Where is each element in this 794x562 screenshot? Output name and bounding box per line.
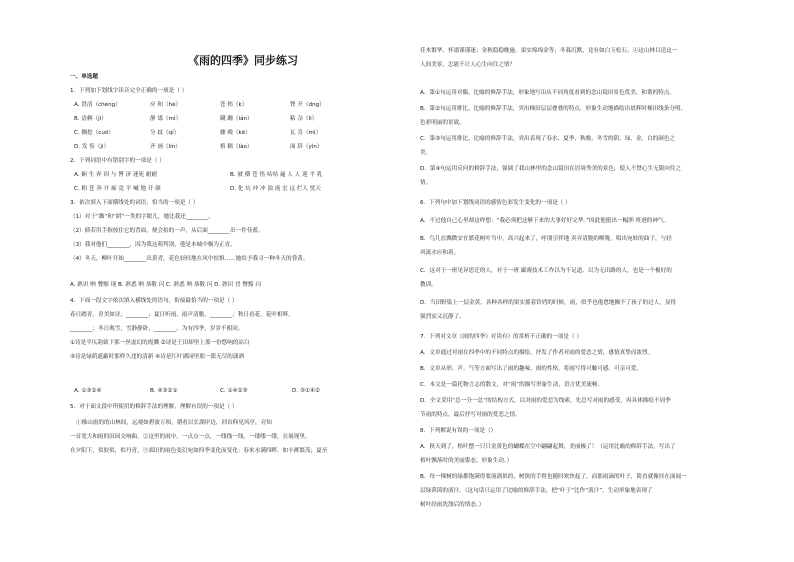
q4-option: A. ①③②④ — [74, 388, 102, 394]
q7-stem: 7．下列对文章《雨的四季》对读有》的赏析不正确的一项是（ ） — [420, 334, 582, 340]
q7-option: C．本文是一篇托物言志的散文，对“雨”的描写形象生动，语言优美流畅。 — [420, 382, 604, 388]
q6-option: 强烈而又沉静了。 — [420, 314, 465, 320]
q1-cell: 应 和（hè） — [150, 102, 182, 108]
q5-passage-line: ①像山雨的的山林间，远观如碧波万顷，朝看以长湖岸边，回首仰见风亭，旁知 — [76, 420, 272, 426]
q5-stem: 5．对于面文段中所使用的修辞手法的理解，理解有误的一项是（ ） — [70, 404, 238, 410]
q1-cell: 齐 画（lín） — [150, 144, 181, 150]
q5-option: 美。 — [420, 150, 432, 156]
q4-choice: ①诗是平仄韵致下那一丝虚幻的霞溅 ②诗是王田却里上那一份悠响的凉白 — [70, 340, 250, 346]
q3-line: （3）我对他们________，因为我这萌判别，他是本城中极为正直。 — [70, 242, 236, 248]
q5-passage-line: 在夕阳下，似胶似，似丹青。③郊田的雨色变幻宛如四季变化而变化：春来水满四畔，如丰裤繁茂；夏至 — [70, 448, 328, 454]
q1-cell: 粘 杂（lì） — [290, 116, 318, 122]
q4-option: D. ③①④② — [292, 388, 320, 394]
q1-cell: 苍 梧（k） — [220, 102, 248, 108]
q8-option: A．秋天到了，梧叶摆一只只金黄色的蝴蝶在空中翩翩起舞，美丽极了！（运用比喻的修辞手法，写出了 — [420, 444, 676, 450]
q5-passage-cont: 佳木繁华，怀谧谨谨迷；金秋稳稳晚施，果实绵绵金等；冬暮沉默，竟有如白玉松石。④这山林目送这一 — [420, 48, 678, 54]
q3-options: A. 熟识 呐 瞥黯 现 B. 熟悉 呐 恭敬 闪 C. 熟悉 呐 恭敬 闪 D. 熟识 冒 瞥黯 闪 — [70, 282, 261, 288]
q2-option: D. 化 坑 冲 冲 浊 流 宏 远 烂人 忧天 — [230, 186, 321, 192]
q1-cell: 蹒 跚（lán） — [220, 116, 253, 122]
q5-option: 情。 — [420, 180, 432, 186]
q3-stem: 3．依次填入下面横线处的词语，恰当的一项是（ ） — [70, 200, 199, 206]
q4-stem: 4．下面一段文字依次填入横线处的语句，衔接最恰当的一项是（ ） — [70, 298, 238, 304]
q8-option: B．每一棵树的绿都饱满得要流淌似的，树狭的手臂也随时欢快起了，而那雨滴的叶子，简直就像挂在面闻一 — [420, 474, 687, 480]
q4-option: B. ④③②① — [150, 388, 178, 394]
q6-option: B．鸟儿在飘微安在繁花树叶当中，高兴起来了，呼朋引伴地 卖弄清脆的喉咙，唱出宛转的曲子，与轻 — [420, 236, 672, 242]
q7-option: 节雨的特点，最后抒写对雨的爱恋之情。 — [420, 412, 521, 418]
q1-cell: C. 搁挖（cuō） — [74, 130, 114, 136]
section-heading: 一、单选题 — [70, 74, 98, 80]
q8-option: 树叶经雨洗涤后的情态。） — [420, 502, 485, 508]
q4-line: ________；冬日观雪，雪静静卧，________。为有四季，岁岁不相同。 — [70, 326, 244, 332]
q6-option: A．不过他自己心里却这样想：“我必须把这够下来的大事好好完华。”因此他挺出一幅胆 班迥的神气。 — [420, 218, 670, 224]
q1-stem: 1．下列加下划线字读音完全正确的一项是（ ） — [70, 88, 188, 94]
q1-cell: 瓦 肯（mì） — [290, 130, 322, 136]
q5-passage-cont: 人间美景，怎能不让人心生向往之情？ — [420, 62, 516, 68]
q8-option: 梧叶飘落时的美丽姿态，形象生动。） — [420, 458, 513, 464]
page-title: 《雨的四季》同步练习 — [188, 54, 298, 67]
q5-option: B．第②句运用排比、比喻的修辞手法，突出梯田层层叠叠的特点，形象生动地描绘出晨辉时梯田线条分明、 — [420, 106, 687, 112]
q6-option: D．当田野染上一层金黄，各种各样的果实摇着铃铛的时候，雨，似乎也倦怠地搁不了孩子的过人，显得 — [420, 300, 677, 306]
q1-cell: 骤 晚（kē） — [220, 130, 251, 136]
q5-option: A．第①句运用对偶、比喻的修辞手法，形象地写出从不同角度看到的念山镜田景色优美、和谐的特点。 — [420, 90, 675, 96]
q2-option: C. 粗 苍 奔 开 痴 竟 平 喊 地 开 颜 — [74, 186, 161, 192]
q3-line: （2）倘若用手指按住它的背面，便会拍的一声，从后面________出一件佳蓄。 — [70, 228, 264, 234]
q4-option: C. ①④②③ — [220, 388, 248, 394]
q1-cell: D. 发 髻（jì） — [74, 144, 110, 150]
q1-cell: 格 糯（lào） — [220, 144, 253, 150]
q7-option: D．全文采用“总一分一总”的结构方式，以对雨的爱恋为线索，先总写对雨的感受，再具体描绘不同季 — [420, 398, 671, 404]
q4-line: 春日踏青，青美如诗，________；夏日听雨，雨声清脆，________；秋日看花，花叶相辉， — [70, 312, 294, 318]
q2-option: B. 被 横 苍 恪 咕咕 遍 人 人 迎 平 乳 — [230, 172, 323, 178]
q7-option: B．文章从形、声、气等方面写出了雨的趣味、雨的性格，将雨写得可触可感、可亲可爱。 — [420, 366, 642, 372]
q3-line: （4）冬天，柳叶开始________出黄青，花色轻轻地在风中惊惧……她给予我寻一种冬天的昏黄。 — [70, 256, 309, 262]
q6-option: 教训。 — [420, 282, 437, 288]
q1-cell: 分 歧（qí） — [150, 130, 180, 136]
q2-option: A. 娴 生 奔 因 与 博 济 迷死 耐耐 — [74, 172, 158, 178]
q1-cell: A. 澄清（chéng） — [74, 102, 121, 108]
q2-stem: 2．下列词语中有错别字的一项是（ ） — [70, 158, 165, 164]
q5-passage-line: 一首宽大和雨的田园交响曲。②这里的雨中，一点点一点，一线线一线，一缕缕一缕，在展现里， — [70, 434, 311, 440]
q1-cell: B. 清俩（jì） — [74, 116, 107, 122]
q7-option: A．文章通过对雨在四季中的不同特点的描绘，抒发了作者对雨的爱恋之情，感情真挚而浓烈。 — [420, 350, 654, 356]
q3-line: （1）对于“踟”和“跰”一类的字眼儿，她比我还________。 — [70, 214, 214, 220]
q6-stem: 6．下列句中加下划线词语的感情色彩发生变化的一项是（ ） — [420, 200, 571, 206]
q1-cell: 铿 开（dng） — [290, 102, 325, 108]
q8-stem: 8．下列解说有误的一项是（） — [420, 428, 497, 434]
q5-option: C．第③句运用排比、比喻的修辞手法，突出表现了春水、夏季、秋晚、冬雪的阴、绿、金、白的颜色之 — [420, 136, 676, 142]
q6-option: 风流水应和着。 — [420, 250, 460, 256]
q8-option: 层绿茵茵的液汁。（这句话只运用了比喻的修辞手法，把“叶子”比作“液汁”，生动形象地表现了 — [420, 488, 653, 494]
q5-option: 色彩明丽的景致。 — [420, 120, 465, 126]
q5-option: D．第④句运用反问的修辞手法，强调了我山林里的念山镜田在居周秀美的景色，使人不禁心生无限向往之 — [420, 166, 682, 172]
q4-choice: ③诗是绿荫遮蔽时那样久违的清新 ④诗是红叶满园里那一派无尽的潇洒 — [70, 354, 245, 360]
q1-cell: 静 谧（mì） — [150, 116, 182, 122]
q6-option: C．这对于一班见异思迁的人，对于一班 鄙薄技术工作以为不足道、以为无出路的人，也是一个极好的 — [420, 268, 672, 274]
q1-cell: 面 辞（yìn） — [290, 144, 323, 150]
